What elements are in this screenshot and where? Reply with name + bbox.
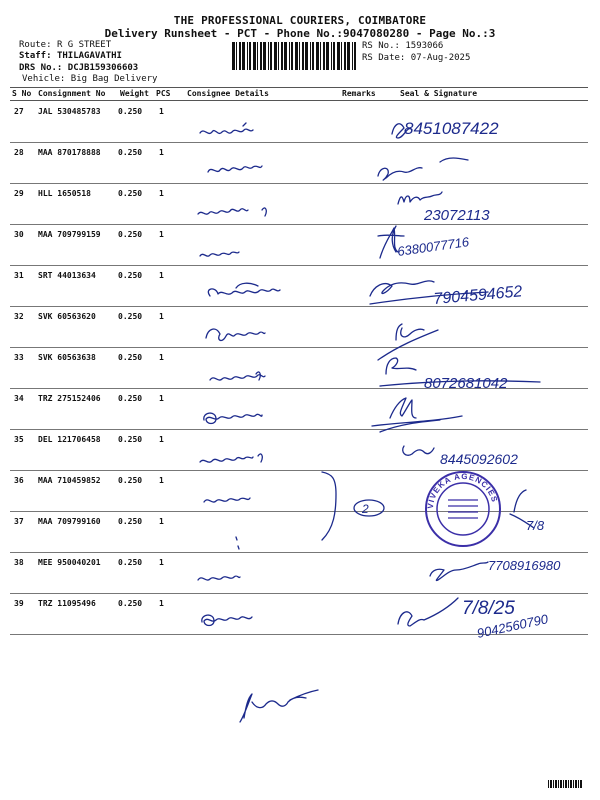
cell-pcs: 1 xyxy=(159,558,164,567)
cell-consignment: MAA 710459852 xyxy=(38,476,101,485)
cell-sno: 36 xyxy=(14,476,24,485)
phone-note-38: 7708916980 xyxy=(488,558,561,573)
cell-consignment: MEE 950040201 xyxy=(38,558,101,567)
table-row xyxy=(10,265,588,307)
cell-pcs: 1 xyxy=(159,271,164,280)
phone-note-27: 8451087422 xyxy=(404,119,499,138)
table-row xyxy=(10,552,588,594)
route-label: Route: xyxy=(19,40,52,50)
cell-weight: 0.250 xyxy=(118,435,143,444)
cell-pcs: 1 xyxy=(159,476,164,485)
cell-sno: 29 xyxy=(14,189,24,198)
rs-no-label: RS No.: xyxy=(362,41,400,51)
table-row xyxy=(10,470,588,512)
table-row xyxy=(10,511,588,553)
route-value: R G STREET xyxy=(56,40,112,50)
col-consignment: Consignment No xyxy=(38,89,106,98)
col-sno: S No xyxy=(12,89,32,98)
cell-sno: 34 xyxy=(14,394,24,403)
phone-note-35: 8445092602 xyxy=(440,451,518,467)
circle-number: 2 xyxy=(362,502,369,516)
cell-consignment: DEL 121706458 xyxy=(38,435,101,444)
rs-date-line xyxy=(362,53,470,64)
cell-consignment: SVK 60563620 xyxy=(38,312,96,321)
cell-consignment: JAL 530485783 xyxy=(38,107,101,116)
table-row xyxy=(10,183,588,225)
cell-consignment: HLL 1650518 xyxy=(38,189,91,198)
col-consignee: Consignee Details xyxy=(187,89,269,98)
col-remarks: Remarks xyxy=(342,89,376,98)
table-header xyxy=(10,88,588,101)
runsheet-subtitle: Delivery Runsheet - PCT - Phone No.:9047080280 - Page No.:3 xyxy=(104,27,496,40)
cell-weight: 0.250 xyxy=(118,312,143,321)
col-weight: Weight xyxy=(120,89,149,98)
cell-consignment: MAA 709799159 xyxy=(38,230,101,239)
table-row xyxy=(10,224,588,266)
cell-pcs: 1 xyxy=(159,394,164,403)
cell-weight: 0.250 xyxy=(118,271,143,280)
col-pcs: PCS xyxy=(156,89,171,98)
cell-consignment: SVK 60563638 xyxy=(38,353,96,362)
staff-value: THILAGAVATHI xyxy=(56,51,122,61)
phone-note-39: 9042560790 xyxy=(475,611,550,641)
cell-sno: 35 xyxy=(14,435,24,444)
table-row xyxy=(10,306,588,348)
date-note-39: 7/8/25 xyxy=(462,598,515,619)
cell-weight: 0.250 xyxy=(118,189,143,198)
table-row xyxy=(10,388,588,430)
company-title: THE PROFESSIONAL COURIERS, COIMBATORE xyxy=(173,14,427,27)
cell-sno: 39 xyxy=(14,599,24,608)
staff-line xyxy=(19,51,122,62)
cell-weight: 0.250 xyxy=(118,558,143,567)
drs-line xyxy=(19,63,138,74)
cell-sno: 32 xyxy=(14,312,24,321)
rs-date-label: RS Date: xyxy=(362,53,406,63)
cell-weight: 0.250 xyxy=(118,394,143,403)
cell-pcs: 1 xyxy=(159,107,164,116)
vehicle-line xyxy=(22,74,157,85)
cell-sno: 27 xyxy=(14,107,24,116)
cell-pcs: 1 xyxy=(159,517,164,526)
table-row xyxy=(10,347,588,389)
cell-weight: 0.250 xyxy=(118,476,143,485)
table-row xyxy=(10,142,588,184)
bottom-signature xyxy=(240,690,318,722)
barcode xyxy=(232,42,358,70)
table-row xyxy=(10,593,588,635)
cell-consignment: TRZ 275152406 xyxy=(38,394,101,403)
cell-weight: 0.250 xyxy=(118,107,143,116)
cell-consignment: MAA 709799160 xyxy=(38,517,101,526)
cell-pcs: 1 xyxy=(159,148,164,157)
cell-consignment: SRT 44013634 xyxy=(38,271,96,280)
phone-note-30: 6380077716 xyxy=(396,234,471,259)
cell-pcs: 1 xyxy=(159,353,164,362)
rs-no-line xyxy=(362,41,443,52)
cell-sno: 38 xyxy=(14,558,24,567)
date-note-37: 7/8 xyxy=(526,518,545,533)
drs-label: DRS No.: xyxy=(19,63,63,73)
table-row xyxy=(10,101,588,143)
cell-pcs: 1 xyxy=(159,599,164,608)
cell-sno: 30 xyxy=(14,230,24,239)
drs-value: DCJB159306603 xyxy=(67,63,139,73)
cell-consignment: MAA 870178888 xyxy=(38,148,101,157)
cell-sno: 33 xyxy=(14,353,24,362)
cell-sno: 31 xyxy=(14,271,24,280)
cell-sno: 37 xyxy=(14,517,24,526)
date-note-29: 23072113 xyxy=(424,207,490,224)
cell-weight: 0.250 xyxy=(118,517,143,526)
cell-sno: 28 xyxy=(14,148,24,157)
cell-pcs: 1 xyxy=(159,230,164,239)
footer-barcode xyxy=(548,780,582,788)
cell-weight: 0.250 xyxy=(118,230,143,239)
col-seal: Seal & Signature xyxy=(400,89,478,98)
cell-weight: 0.250 xyxy=(118,148,143,157)
cell-pcs: 1 xyxy=(159,435,164,444)
staff-label: Staff: xyxy=(19,51,52,61)
rs-date-value: 07-Aug-2025 xyxy=(410,53,471,63)
cell-weight: 0.250 xyxy=(118,599,143,608)
vehicle-value: Big Bag Delivery xyxy=(70,74,158,84)
cell-pcs: 1 xyxy=(159,189,164,198)
cell-pcs: 1 xyxy=(159,312,164,321)
phone-note-31: 7904594652 xyxy=(432,283,523,308)
rs-no-value: 1593066 xyxy=(405,41,444,51)
cell-weight: 0.250 xyxy=(118,353,143,362)
cell-consignment: TRZ 11095496 xyxy=(38,599,96,608)
vehicle-label: Vehicle: xyxy=(22,74,66,84)
stamp-text: VIVEKA AGENCIES xyxy=(425,471,500,510)
table-row xyxy=(10,429,588,471)
route-line xyxy=(19,40,111,51)
phone-note-33: 8072681042 xyxy=(424,375,508,392)
